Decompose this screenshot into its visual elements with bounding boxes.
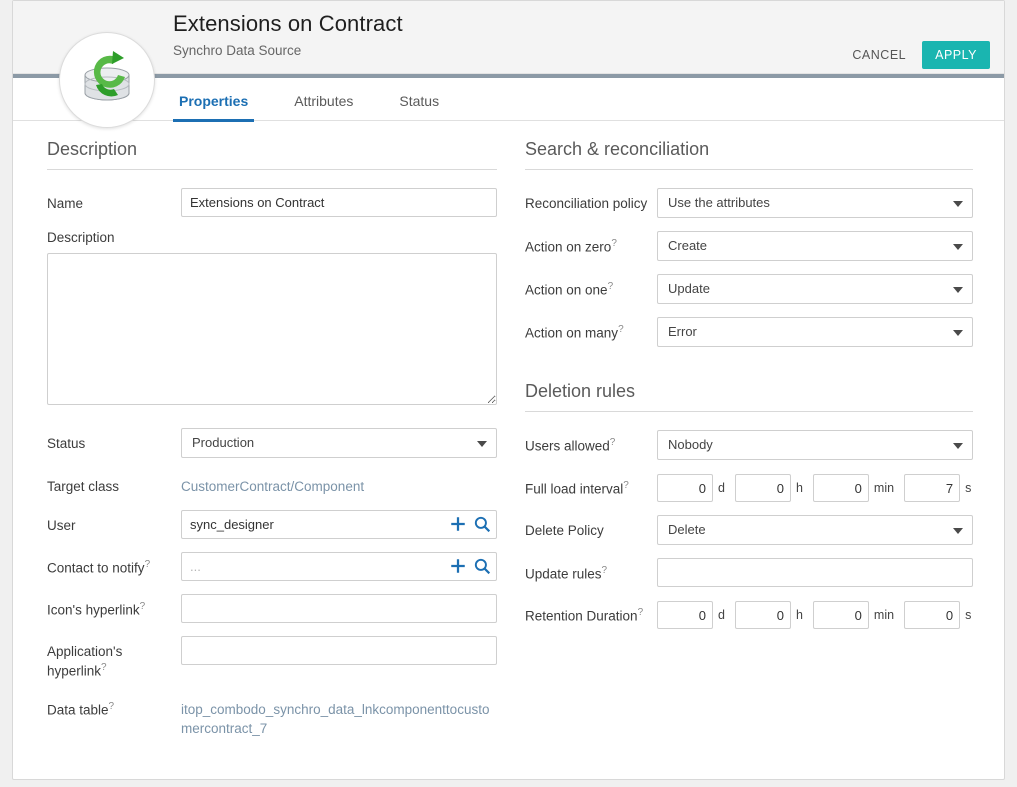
action-on-many-row bbox=[525, 317, 973, 347]
icon-hyperlink-label bbox=[47, 594, 181, 620]
retention-duration-label-text: Retention Duration bbox=[525, 608, 638, 624]
unit-seconds: s bbox=[965, 481, 972, 495]
app-hyperlink-label-text: Application's hyperlink bbox=[47, 643, 123, 679]
retention-duration-field-wrap bbox=[657, 600, 973, 629]
help-icon[interactable]: ? bbox=[607, 281, 614, 292]
action-on-one-row bbox=[525, 274, 973, 304]
reconciliation-policy-select[interactable]: Use the attributes bbox=[657, 188, 973, 218]
name-field-wrap bbox=[181, 188, 497, 217]
help-icon[interactable]: ? bbox=[637, 607, 644, 618]
tab-properties[interactable]: Properties bbox=[173, 93, 254, 122]
help-icon[interactable]: ? bbox=[611, 238, 617, 249]
icon-hyperlink-label-text: Icon's hyperlink bbox=[47, 602, 140, 618]
users-allowed-label-text: Users allowed bbox=[525, 438, 610, 454]
contact-label bbox=[47, 552, 181, 578]
data-source-logo bbox=[59, 32, 155, 128]
add-icon[interactable] bbox=[449, 557, 467, 575]
contact-label-text: Contact to notify bbox=[47, 560, 145, 576]
user-input-group bbox=[181, 510, 497, 539]
action-on-many-label-text: Action on many bbox=[525, 325, 619, 341]
full-load-days-input[interactable] bbox=[657, 474, 713, 502]
search-icon[interactable] bbox=[473, 557, 491, 575]
target-class-row bbox=[47, 471, 497, 497]
description-textarea[interactable] bbox=[47, 253, 497, 405]
add-icon[interactable] bbox=[449, 515, 467, 533]
apply-button[interactable]: APPLY bbox=[922, 41, 990, 69]
help-icon[interactable]: ? bbox=[139, 600, 146, 612]
tab-bar-rule bbox=[13, 74, 1004, 78]
full-load-interval-label-text: Full load interval bbox=[525, 481, 624, 497]
app-hyperlink-field-wrap bbox=[181, 636, 497, 665]
target-class-field-wrap bbox=[181, 471, 497, 496]
unit-hours: h bbox=[795, 481, 803, 495]
app-window bbox=[12, 0, 1005, 780]
users-allowed-row bbox=[525, 430, 973, 460]
data-table-row bbox=[47, 694, 497, 738]
full-load-interval-row bbox=[525, 473, 973, 502]
status-select-wrap bbox=[181, 428, 497, 458]
help-icon[interactable]: ? bbox=[108, 701, 115, 713]
action-on-one-label-text: Action on one bbox=[525, 282, 608, 298]
users-allowed-select-wrap bbox=[657, 430, 973, 460]
name-row bbox=[47, 188, 497, 217]
action-on-zero-select[interactable]: Create bbox=[657, 231, 973, 261]
unit-seconds: s bbox=[965, 608, 972, 622]
action-on-many-field-wrap bbox=[657, 317, 973, 347]
description-section-title: Description bbox=[47, 139, 497, 170]
header-actions bbox=[850, 41, 990, 69]
update-rules-label-text: Update rules bbox=[525, 566, 602, 582]
retention-duration-row bbox=[525, 600, 973, 629]
title-block bbox=[173, 11, 403, 58]
action-on-one-label bbox=[525, 274, 657, 300]
reconciliation-policy-field-wrap bbox=[657, 188, 973, 218]
full-load-duration-group bbox=[657, 473, 973, 502]
users-allowed-label bbox=[525, 430, 657, 456]
retention-hours-input[interactable] bbox=[735, 601, 791, 629]
tabs bbox=[173, 74, 1004, 120]
contact-field-wrap bbox=[181, 552, 497, 581]
action-on-many-select-wrap bbox=[657, 317, 973, 347]
app-hyperlink-input[interactable] bbox=[181, 636, 497, 665]
help-icon[interactable]: ? bbox=[618, 324, 624, 335]
name-input[interactable] bbox=[181, 188, 497, 217]
delete-policy-row bbox=[525, 515, 973, 545]
full-load-interval-label bbox=[525, 473, 657, 499]
icon-hyperlink-field-wrap bbox=[181, 594, 497, 623]
data-table-field-wrap bbox=[181, 694, 497, 738]
search-icon[interactable] bbox=[473, 515, 491, 533]
description-column bbox=[47, 139, 497, 752]
cancel-button[interactable]: CANCEL bbox=[850, 43, 908, 67]
action-on-one-select[interactable]: Update bbox=[657, 274, 973, 304]
unit-hours: h bbox=[795, 608, 803, 622]
target-class-value: CustomerContract/Component bbox=[181, 479, 365, 494]
delete-policy-field-wrap bbox=[657, 515, 973, 545]
deletion-section-title: Deletion rules bbox=[525, 381, 973, 412]
user-field-wrap bbox=[181, 510, 497, 539]
target-class-label: Target class bbox=[47, 479, 120, 494]
page-title: Extensions on Contract bbox=[173, 11, 403, 36]
data-table-label-text: Data table bbox=[47, 702, 109, 718]
reconciliation-policy-label: Reconciliation policy bbox=[525, 196, 648, 211]
help-icon[interactable]: ? bbox=[609, 437, 616, 448]
user-label: User bbox=[47, 517, 76, 533]
icon-hyperlink-input[interactable] bbox=[181, 594, 497, 623]
status-select[interactable]: Production bbox=[181, 428, 497, 458]
data-table-label bbox=[47, 694, 181, 720]
data-table-value: itop_combodo_synchro_data_lnkcomponenttocustomercontract_7 bbox=[181, 702, 490, 737]
update-rules-input[interactable] bbox=[657, 558, 973, 587]
help-icon[interactable]: ? bbox=[101, 662, 107, 674]
help-icon[interactable]: ? bbox=[144, 558, 151, 570]
delete-policy-select-wrap bbox=[657, 515, 973, 545]
app-hyperlink-row bbox=[47, 636, 497, 682]
tab-attributes[interactable]: Attributes bbox=[294, 93, 354, 109]
status-row bbox=[47, 428, 497, 458]
users-allowed-select[interactable]: Nobody bbox=[657, 430, 973, 460]
retention-duration-group bbox=[657, 600, 973, 629]
reconciliation-policy-row bbox=[525, 188, 973, 218]
full-load-seconds-input[interactable] bbox=[904, 474, 960, 502]
full-load-minutes-input[interactable] bbox=[813, 474, 869, 502]
reconciliation-column bbox=[525, 139, 973, 642]
help-icon[interactable]: ? bbox=[601, 565, 608, 576]
form-body bbox=[13, 121, 1004, 776]
retention-duration-label bbox=[525, 600, 657, 626]
action-on-zero-row bbox=[525, 231, 973, 261]
name-label: Name bbox=[47, 196, 84, 211]
description-field-block bbox=[47, 230, 497, 410]
contact-input-group bbox=[181, 552, 497, 581]
tab-bar bbox=[13, 74, 1004, 121]
delete-policy-select[interactable]: Delete bbox=[657, 515, 973, 545]
help-icon[interactable]: ? bbox=[623, 480, 629, 491]
action-on-zero-field-wrap bbox=[657, 231, 973, 261]
status-field-wrap bbox=[181, 428, 497, 458]
delete-policy-label: Delete Policy bbox=[525, 523, 604, 538]
retention-minutes-input[interactable] bbox=[813, 601, 869, 629]
reconciliation-policy-select-wrap bbox=[657, 188, 973, 218]
retention-seconds-input[interactable] bbox=[904, 601, 960, 629]
action-on-zero-select-wrap bbox=[657, 231, 973, 261]
status-label: Status bbox=[47, 436, 86, 451]
icon-hyperlink-row bbox=[47, 594, 497, 623]
retention-days-input[interactable] bbox=[657, 601, 713, 629]
update-rules-field-wrap bbox=[657, 558, 973, 587]
update-rules-row bbox=[525, 558, 973, 587]
action-on-zero-label bbox=[525, 231, 657, 257]
contact-row bbox=[47, 552, 497, 581]
description-label: Description bbox=[47, 230, 115, 245]
users-allowed-field-wrap bbox=[657, 430, 973, 460]
user-row bbox=[47, 510, 497, 539]
unit-minutes: min bbox=[873, 608, 895, 622]
unit-days: d bbox=[718, 608, 725, 622]
action-on-one-select-wrap bbox=[657, 274, 973, 304]
full-load-interval-field-wrap bbox=[657, 473, 973, 502]
tab-status[interactable]: Status bbox=[399, 93, 440, 109]
action-on-zero-label-text: Action on zero bbox=[525, 239, 612, 255]
full-load-hours-input[interactable] bbox=[735, 474, 791, 502]
action-on-one-field-wrap bbox=[657, 274, 973, 304]
database-sync-icon bbox=[72, 45, 142, 115]
search-section-title: Search & reconciliation bbox=[525, 139, 973, 170]
action-on-many-select[interactable]: Error bbox=[657, 317, 973, 347]
unit-days: d bbox=[718, 481, 725, 495]
app-hyperlink-label bbox=[47, 636, 181, 682]
action-on-many-label bbox=[525, 317, 657, 343]
page-subtitle: Synchro Data Source bbox=[173, 43, 302, 58]
update-rules-label bbox=[525, 558, 657, 584]
page-header bbox=[13, 1, 1004, 74]
unit-minutes: min bbox=[873, 481, 895, 495]
